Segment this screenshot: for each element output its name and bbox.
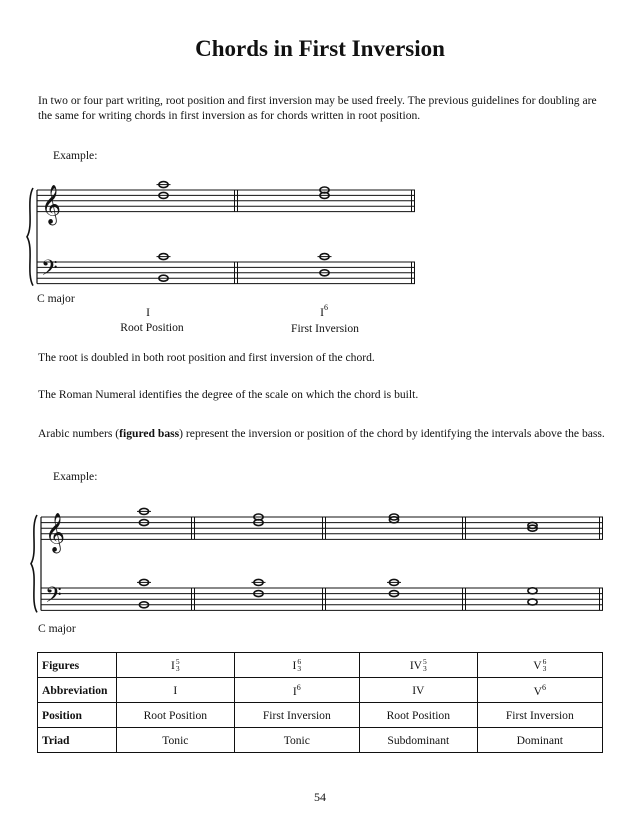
figures-table: [37, 652, 603, 753]
row-header: Figures: [38, 653, 117, 678]
row-header: Position: [38, 703, 117, 728]
example-2-grand-staff: [0, 505, 640, 625]
table-cell: Tonic: [234, 728, 359, 753]
row-header: Triad: [38, 728, 117, 753]
table-row: [38, 678, 603, 703]
table-cell: Root Position: [117, 703, 235, 728]
example-1-key-label: C major: [37, 292, 75, 305]
table-cell: V 6 3: [477, 653, 602, 678]
table-cell: Dominant: [477, 728, 602, 753]
example-2-key-label: C major: [38, 622, 76, 635]
row-header: Abbreviation: [38, 678, 117, 703]
page-number: 54: [314, 790, 326, 804]
intro-paragraph: In two or four part writing, root position and first inversion may be used freely. The previous guidelines for doubling are the same for writing chords in first inversion as for chords written in root position.: [38, 94, 597, 122]
example-2-bass-whole-note: [528, 588, 537, 594]
table-cell: First Inversion: [477, 703, 602, 728]
table-cell: I: [117, 678, 235, 703]
example-1-roman-2: $I^6$: [320, 303, 328, 319]
example-2-label: Example:: [53, 470, 98, 483]
page-title: Chords in First Inversion: [195, 36, 445, 61]
table-row: [38, 653, 603, 678]
example-2-treble-clef-icon: 𝄞: [45, 512, 66, 553]
example-1-grand-staff: [0, 180, 640, 290]
table-cell: Root Position: [359, 703, 477, 728]
table-cell: I 6 3: [234, 653, 359, 678]
example-1-position-1: Root Position: [120, 321, 184, 334]
example-1-brace-icon: [27, 188, 33, 286]
note-roman-numeral: The Roman Numeral identifies the degree of the scale on which the chord is built.: [38, 388, 419, 401]
example-1-position-2: First Inversion: [291, 322, 359, 335]
example-1-bass-clef-icon: 𝄢: [41, 256, 58, 287]
example-1-treble-clef-icon: 𝄞: [41, 184, 62, 225]
example-1-label: Example:: [53, 149, 98, 162]
table-cell: IV 5 3: [359, 653, 477, 678]
table-row: [38, 703, 603, 728]
example-1-roman-1: I: [146, 305, 150, 319]
table-cell: IV: [359, 678, 477, 703]
table-cell: I 5 3: [117, 653, 235, 678]
note-figured-bass: Arabic numbers (figured bass) represent the inversion or position of the chord by identifying the intervals above the bass.: [38, 427, 605, 440]
table-cell: $I^6$: [234, 678, 359, 703]
note-root-doubled: The root is doubled in both root position and first inversion of the chord.: [38, 351, 375, 364]
example-2-bass-whole-note: [528, 599, 537, 605]
example-2-brace-icon: [31, 515, 37, 612]
table-cell: $V^6$: [477, 678, 602, 703]
table-cell: First Inversion: [234, 703, 359, 728]
table-cell: Subdominant: [359, 728, 477, 753]
example-2-bass-clef-icon: 𝄢: [45, 582, 62, 613]
table-cell: Tonic: [117, 728, 235, 753]
table-row: [38, 728, 603, 753]
